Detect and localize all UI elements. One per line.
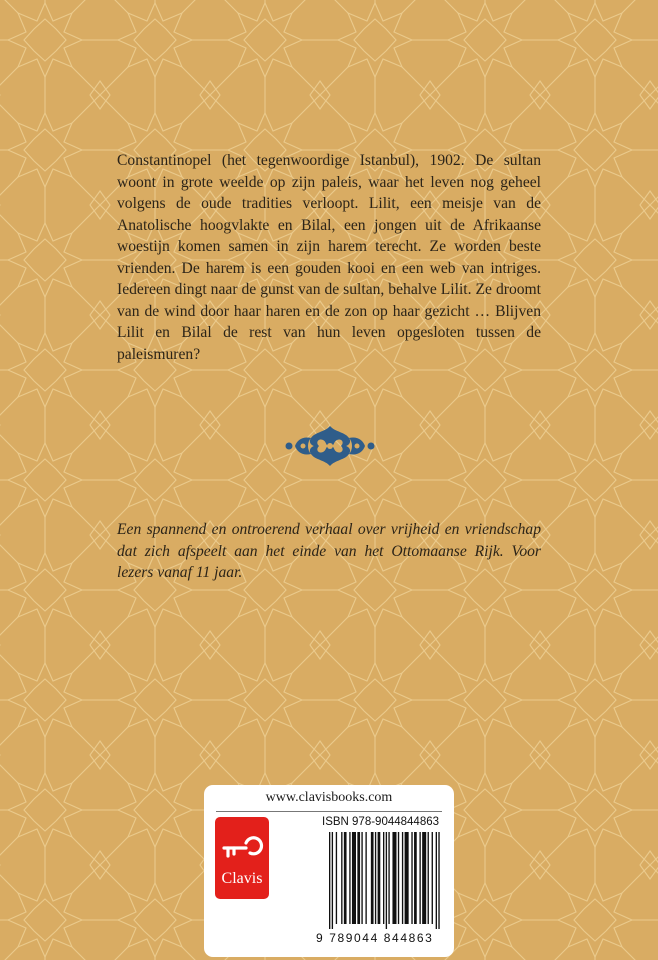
barcode-bar <box>365 832 366 924</box>
blurb-text: Constantinopel (het tegenwoordige Istanbul), 1902. De sultan woont in grote weelde op zijn paleis, waar het leven nog geheel volgens de oude tradities verloopt. Lilit, een meisje van de Anatolische hoogvlakte en Bilal, een jongen uit de Afrikaanse woestijn komen samen in zijn harem terecht. Ze worden beste vrienden. De harem is een gouden kooi en een web van intriges. Iedereen dingt naar de gunst van de sultan, behalve Lilit. Ze droomt van de wind door haar haren en de zon op haar gezicht … Blijven Lilit en Bilal de rest van hun leven opgesloten tussen de paleismuren? <box>117 152 541 363</box>
barcode-bar <box>422 832 426 924</box>
barcode-bar <box>402 832 403 924</box>
barcode-bar <box>414 832 417 924</box>
barcode-bar <box>398 832 399 924</box>
isbn-label: ISBN 978-9044844863 <box>322 816 440 828</box>
barcode-bar <box>438 832 439 929</box>
barcode-bar <box>375 832 376 924</box>
barcode-bar <box>405 832 409 924</box>
website-link[interactable]: www.clavisbooks.com <box>265 790 393 805</box>
barcode-bar <box>428 832 429 924</box>
barcode-bar <box>378 832 381 924</box>
barcode-bar <box>344 832 347 924</box>
tagline-text: Een spannend en ontroerend verhaal over vrijheid en vriendschap dat zich afspeelt aan het einde van het Ottomaanse Rijk. Voor lezers vanaf 11 jaar. <box>117 521 541 581</box>
barcode-bar <box>332 832 333 929</box>
barcode-bar <box>432 832 433 924</box>
clavis-logo <box>215 817 269 899</box>
barcode-bar <box>388 832 389 924</box>
barcode-bar <box>436 832 437 929</box>
barcode-digits: 9 789044 844863 <box>316 931 434 945</box>
barcode-bar <box>352 832 356 924</box>
key-icon <box>220 831 264 861</box>
barcode-bar <box>371 832 374 924</box>
barcode-bar <box>392 832 396 924</box>
barcode-bar <box>329 832 330 929</box>
barcode-bar <box>361 832 362 924</box>
barcode-bar <box>419 832 420 924</box>
barcode-bar <box>383 832 384 924</box>
barcode-bar <box>349 832 350 924</box>
barcode-bar <box>386 832 387 929</box>
barcode-bar <box>357 832 360 924</box>
barcode-bar <box>341 832 342 924</box>
blue-arabesque-ornament <box>283 424 377 468</box>
isbn-barcode <box>329 832 445 929</box>
barcode-panel <box>204 785 454 957</box>
divider <box>216 811 442 812</box>
barcode-bar <box>336 832 337 924</box>
barcode-bar <box>411 832 412 924</box>
logo-wordmark: Clavis <box>221 870 263 887</box>
